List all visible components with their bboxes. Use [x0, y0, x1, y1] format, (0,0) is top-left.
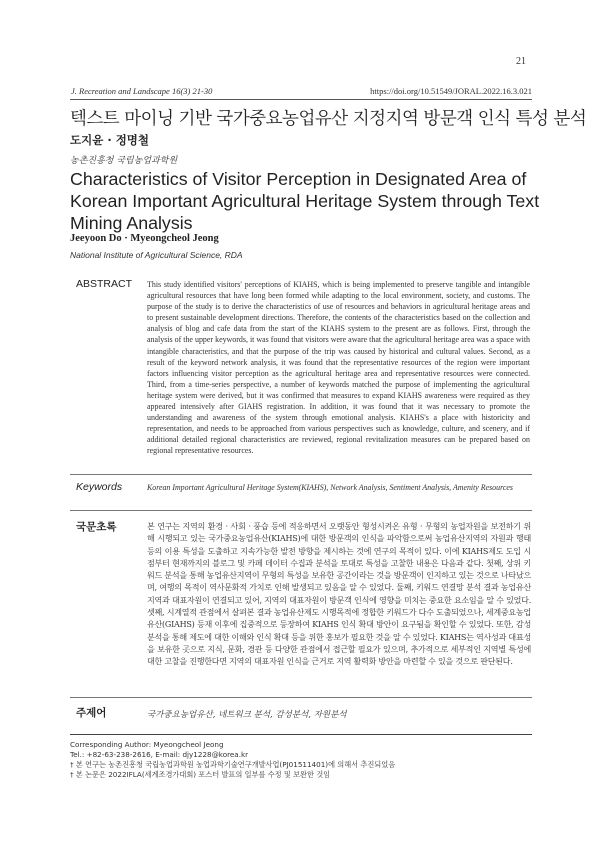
poster-note: † 본 논문은 2022IFLA(세계조경가대회) 포스터 발표의 일부를 수정 및 보완한 것임 [70, 770, 331, 779]
doi-link[interactable]: https://doi.org/10.51549/JORAL.2022.16.3.021 [370, 86, 532, 96]
korean-abstract-text: 본 연구는 지역의 환경 · 사회 · 풍습 등에 적응하면서 오랫동안 형성시켜온 유형 · 무형의 농업자원을 보전하기 위해 시행되고 있는 국가중요농업유산(KIAHS)에 대한 방문객의 인식을 파악함으로써 농업유산지역의 자원과 행태 등의 이용 특성을 도출하고 지속가능한 발전 방향을 제시하는 것에 연구의 목적이 있다. 이에 KIAHS제도 도입 시점부터 현재까지의 블로그 및 카페 데이터 수집과 분석을 토대로 특성을 고찰한 내용은 다음과 같다. 첫째, 상위 키워드 분석을 통해 농업유산지역이 무형의 특성을 보유한 공간이라는 것을 방문객이 인지하고 있는 것으로 나타났으며, 여행의 목적이 역사문화적 가치로 인해 발생되고 있음을 알 수 있었다. 둘째, 키워드 연결망 분석 결과 농업유산지역과 대표자원이 연결되고 있어, 지역의 대표자원이 방문객 인식에 영향을 미치는 중요한 요소임을 알 수 있었다. 셋째, 시계열적 관점에서 살펴본 결과 농업유산제도 시행목적에 정합한 키워드가 다수 도출되었으나, 세계중요농업유산(GIAHS) 등재 이후에 집중적으로 등장하여 KIAHS 인식 확대 방안이 요구됨을 확인할 수 있었다. 또한, 감성분석을 통해 제도에 대한 이해와 인식 확대 등을 위한 홍보가 필요한 것을 알 수 있었다. KIAHS는 역사성과 대표성을 보유한 곳으로 지식, 문화, 경관 등 다양한 관점에서 접근할 필요가 있으며, 추가적으로 세부적인 지역별 특성에 대한 고찰을 진행한다면 지역의 대표자원 인식을 근거로 지역 활력화 방안을 마련할 수 있을 것으로 판단된다. [147, 522, 531, 667]
korean-authors: 도지윤 · 정명철 [70, 133, 150, 147]
corresponding-author: Corresponding Author: Myeongcheol Jeong [70, 740, 224, 749]
english-authors: Jeeyoon Do · Myeongcheol Jeong [70, 233, 219, 244]
header-divider [70, 99, 532, 100]
abstract-text: This study identified visitors' perceptions of KIAHS, which is being implemented to preserve tangible and intangible agricultural resources that have long been formed while adapting to the local environment, society, and customs. The purpose of the study is to derive the characteristics of use of resources and behaviors in agricultural heritage areas and to present sustainable development directions. Therefore, the contents of the characteristics based on the collection and analysis of blog and cafe data from the start of the KIAHS system to the present are as follows. First, through the analysis of the upper keywords, it was found that visitors were aware that the agricultural heritage area was a space with intangible characteristics, and that the purpose of the trip was caused by historical and cultural values. Second, as a result of the keyword network analysis, it was found that the representative resources of the region were important factors influencing visitor perception as the agricultural heritage area and representative resources were connected. Third, from a time-series perspective, a number of keywords matched the purpose of implementing the agricultural heritage system were derived, but it was confirmed that measures to expand KIAHS awareness were required as they appeared intensively after GIAHS registration. In addition, it was found that it was necessary to promote the understanding and awareness of the system through emotional analysis. KIAHS's a place with historicity and representation, and needs to be approached from various perspectives such as knowledge, culture, and scenery, and if additional detailed regional characteristics are reviewed, regional revitalization measures can be prepared based on regional representative resources. [147, 280, 530, 456]
funding-note: † 본 연구는 농촌진흥청 국립농업과학원 농업과학기술연구개발사업(PJ01511401)에 의해서 추진되었음 [70, 760, 396, 769]
korean-keywords-label: 주제어 [76, 707, 107, 719]
divider [70, 474, 532, 475]
contact-info: Tel.: +82-63-238-2616, E-mail: djy1228@korea.kr [70, 750, 249, 759]
keywords-text: Korean Important Agricultural Heritage System(KIAHS), Network Analysis, Sentiment Analysis, Amenity Resources [147, 483, 513, 492]
english-affiliation: National Institute of Agricultural Science, RDA [70, 250, 243, 260]
journal-citation: J. Recreation and Landscape 16(3) 21-30 [71, 86, 213, 96]
footnote-rule [70, 734, 532, 735]
korean-keywords-text: 국가중요농업유산, 네트워크 분석, 감성분석, 자원분석 [147, 710, 347, 720]
abstract-label: ABSTRACT [76, 278, 133, 290]
korean-abstract-label: 국문초록 [76, 521, 117, 533]
keywords-label: Keywords [76, 481, 123, 493]
page-number: 21 [516, 56, 526, 67]
english-title: Characteristics of Visitor Perception in Designated Area of Korean Important Agricultural Heritage System through Text Mining Analysis [70, 169, 540, 233]
divider [70, 510, 532, 511]
korean-affiliation: 농촌진흥청 국립농업과학원 [70, 156, 178, 166]
divider [70, 697, 532, 698]
korean-title: 텍스트 마이닝 기반 국가중요농업유산 지정지역 방문객 인식 특성 분석 [70, 109, 587, 129]
